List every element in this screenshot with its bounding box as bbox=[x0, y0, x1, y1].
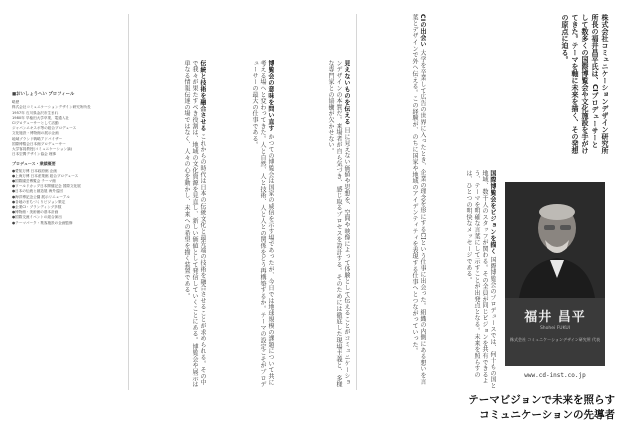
works-item: ●企業CI・ブランディング多数 bbox=[12, 205, 62, 210]
works-item: ●テーマパーク・集客施設の企画監修 bbox=[12, 220, 73, 225]
works-item: ●各地のまちづくりビジョン策定 bbox=[12, 199, 66, 204]
column-body: これからの時代は日本の伝統文化と最先端の技術を融合させることが求められる。その中で我々が果たすべき役割は、地域の文化資源を見直し、新しい価値として発信していくことにある。博覧会や展示は単なる情報伝達の場ではなく、人々の心を動かし、未来への希望を描く装置である。 bbox=[183, 60, 206, 388]
profile-line: CIプロデューサーとして活動 bbox=[12, 121, 59, 126]
column-heading: 国際博覧会をビジョンを描く bbox=[489, 170, 496, 255]
profile-line: 株式会社コミュニケーションデザイン研究所所長 bbox=[12, 105, 91, 110]
works-item: ●愛知万博 日本政府館 企画 bbox=[12, 168, 57, 173]
works-item: ●博物館・美術館の基本計画 bbox=[12, 210, 59, 215]
column-heading: 見えないものを伝える bbox=[343, 60, 350, 125]
article-column bbox=[282, 60, 350, 390]
lead-text: 株式会社コミュニケーションデザイン研究所所長の福井昌平氏は、CIプロデューサーとして数多くの国際博覧会や文化施設を手がけてきた。テーマを軸に未来を描く、その発想の原点に迫る。 bbox=[561, 14, 609, 154]
website-url[interactable]: www.cd-inst.co.jp bbox=[524, 372, 586, 379]
works-item: ●日本の伝統と創造展 海外巡回 bbox=[12, 189, 63, 194]
profile-line: ジャパンエキスポ等の総合プロデュース bbox=[12, 126, 77, 131]
profile-line: 1957年 石川県金沢市生まれ bbox=[12, 110, 59, 115]
person-romaji: Shohei FUKUI bbox=[539, 326, 571, 331]
profile-heading: ■おいしょうへい プロフィール bbox=[12, 92, 75, 97]
profile-line: 日本空間デザイン協会 理事 bbox=[12, 152, 57, 157]
profile-line: 国際博覧会日本館プロデューサー bbox=[12, 141, 66, 146]
article-column bbox=[432, 170, 496, 390]
article-column bbox=[362, 14, 426, 390]
tagline bbox=[370, 393, 615, 423]
works-item: ●国際交流イベントの総合演出 bbox=[12, 215, 62, 220]
column-divider bbox=[128, 14, 129, 390]
column-body: 国際博覧会のプロデュースでは、何十もの国と地域、数千人のスタッフが関わる。その全員が同じビジョンを共有できるよう、テーマを明確な言葉にして示すことが出発点となる。未来を照らすのは、ひとつの明快なメッセージである。 bbox=[465, 170, 496, 390]
article-column bbox=[212, 60, 274, 390]
column-body: 目に見えない価値や思想を、空間や映像によって体験として伝えることがコミュニケーションデザインの本質だ。来場者が自ら気づき、感じ取るプロセスを設計する。そのためには徹底した現場主義と、多様な専門家との協働が欠かせない。 bbox=[327, 60, 350, 388]
name-plate bbox=[505, 298, 605, 366]
portrait-icon bbox=[505, 182, 605, 298]
column-divider bbox=[356, 14, 357, 390]
profile-line: 大学客員教授(コミュニケーション論) bbox=[12, 147, 73, 152]
article-column bbox=[136, 60, 206, 390]
portrait-photo bbox=[505, 182, 605, 298]
column-heading: 伝統と技術を融合させる bbox=[199, 60, 206, 132]
works-item: ●ワールドカップ日本開催記念 国際文化展 bbox=[12, 184, 81, 189]
profile-line: 地域ブランド戦略アドバイザー bbox=[12, 136, 63, 141]
works-item: ●上海万博 日本産業館 総合プロデュース bbox=[12, 173, 79, 178]
column-heading: 博覧会の意味を問い直す bbox=[267, 60, 274, 132]
person-name: 福井 昌平 bbox=[524, 310, 586, 325]
column-heading: CIの出会い bbox=[419, 14, 426, 48]
works-item: ●海洋博記念公園 展示リニューアル bbox=[12, 194, 70, 199]
tagline-line-1: テーマビジョンで未来を照らす bbox=[468, 394, 615, 406]
column-body: かつての博覧会は国家の威信を示す場であったが、今日では地球規模の課題について共に考える場へと変わってきた。人と自然、人と技術、人と人との関係をどう再構築するか。テーマの設定こそがプロデューサーの最大の仕事である。 bbox=[251, 60, 274, 388]
profile-line: 1980年 早稲田大学卒業、電通入社 bbox=[12, 115, 70, 120]
person-affiliation: 株式会社 コミュニケーションデザイン研究所 代表 bbox=[509, 337, 601, 342]
column-body: 大学を卒業して広告の世界に入ったとき、企業の理念を形にするCIという仕事に出会った。組織の内側にある想いを言葉とデザインで外へ伝える。この経験が、のちに国家や地域のアイデンティティを表現する仕事へとつながっていった。 bbox=[411, 14, 426, 385]
profile-line: 文化施設・博物館の展示企画 bbox=[12, 131, 59, 136]
works-heading: プロデュース・業績概要 bbox=[12, 161, 56, 167]
profile-line: 略歴 bbox=[12, 100, 20, 105]
tagline-line-2: コミュニケーションの先導者 bbox=[479, 409, 615, 421]
works-item: ●国際園芸博覧会 テーマ館 bbox=[12, 179, 56, 184]
profile-block bbox=[12, 92, 122, 226]
